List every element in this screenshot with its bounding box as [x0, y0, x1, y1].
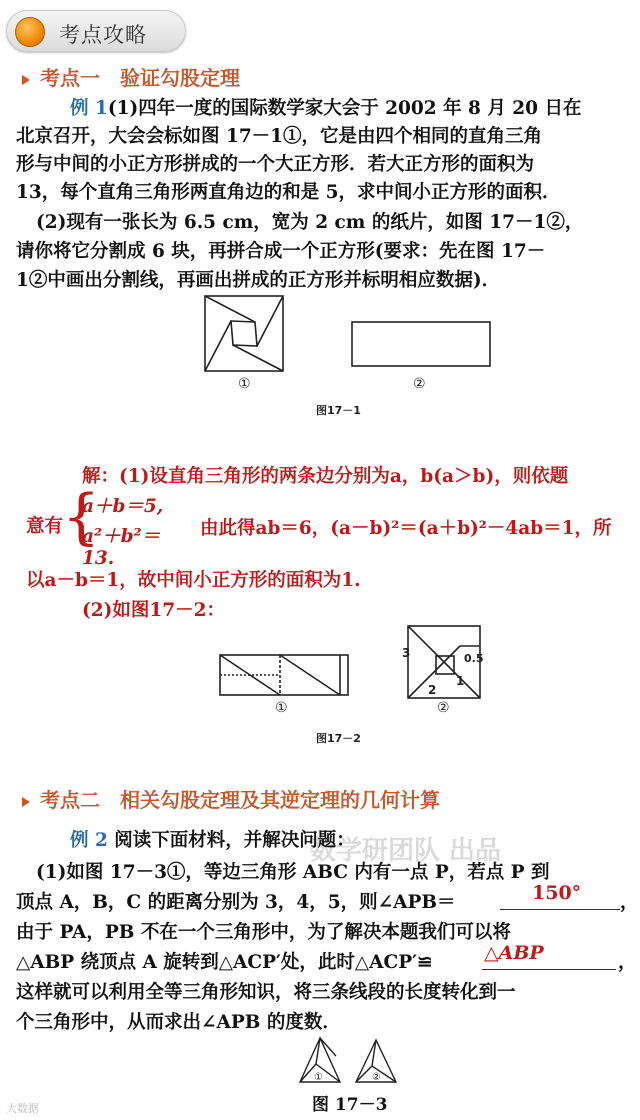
header-title: 考点攻略 — [59, 23, 147, 47]
example-2-line-4: 由于 PA，PB 不在一个三角形中，为了解决本题我们可以将 — [16, 922, 511, 943]
example-1-line-2: 北京召开，大会会标如图 17－1①，它是由四个相同的直角三角 — [16, 126, 543, 147]
figure-17-2-num-2: 2 — [428, 683, 437, 697]
example-2-line-3: 顶点 A，B，C 的距离分别为 3，4，5，则∠APB＝ — [16, 892, 456, 913]
footer-watermark: 大数据 — [6, 1102, 39, 1115]
example-1-line-1: 例 1(1)四年一度的国际数学家大会于 2002 年 8 月 20 日在 — [70, 98, 582, 119]
answer-2-text: △ABP — [484, 942, 544, 964]
example-1-line-3: 形与中间的小正方形拼成的一个大正方形．若大正方形的面积为 — [16, 154, 535, 175]
equation-system — [62, 482, 182, 569]
figure-17-1-caption: 图17－1 — [316, 404, 361, 417]
section-1-heading: 考点一 验证勾股定理 — [22, 62, 240, 91]
brace-icon: { — [62, 482, 101, 552]
figure-17-2-num-3: 3 — [402, 646, 411, 660]
example-2-line-1: 例 2 阅读下面材料，并解决问题： — [70, 830, 355, 851]
cut-rectangle-figure — [220, 655, 348, 695]
figure-17-2-num-0-5: 0.5 — [464, 652, 484, 665]
example-2-line-7: 个三角形中，从而求出∠APB 的度数． — [16, 1012, 341, 1033]
solution-line-4: (2)如图17－2： — [82, 600, 225, 621]
solution-line-2-suffix: 由此得ab＝6，(a－b)²＝(a＋b)²－4ab＝1，所 — [200, 518, 612, 539]
equation-1: a＋b＝5, — [82, 496, 164, 517]
example-1-line-4: 13，每个直角三角形两直角边的和是 5，求中间小正方形的面积． — [16, 182, 561, 203]
section-header-pill — [6, 10, 186, 52]
figure-17-2-label-1: ① — [275, 700, 288, 716]
figure-17-2-label-2: ② — [437, 700, 450, 716]
orange-bullet-icon — [15, 17, 45, 47]
figure-17-3 — [292, 1034, 402, 1090]
triangle-bullet-icon — [22, 797, 30, 807]
equation-2: a²＋b²＝13. — [82, 526, 161, 569]
solution-line-3: 以a－b＝1，故中间小正方形的面积为1. — [26, 570, 361, 591]
example-1-line-7: 1②中画出分割线，再画出拼成的正方形并标明相应数据)． — [16, 270, 501, 291]
pinwheel-square-figure — [205, 296, 283, 371]
solution-line-1: 解：(1)设直角三角形的两条边分别为a，b(a＞b)，则依题 — [82, 466, 569, 487]
example-1-line-6: 请你将它分割成 6 块，再拼合成一个正方形(要求：先在图 17－ — [16, 241, 546, 262]
example-2-line-2: (1)如图 17－3①，等边三角形 ABC 内有一点 P，若点 P 到 — [36, 862, 550, 883]
example-2-line-5: △ABP 绕顶点 A 旋转到△ACP′处，此时△ACP′≌ — [16, 952, 433, 973]
example-2-line-5-end: ， — [618, 952, 637, 973]
section-2-heading: 考点二 相关勾股定理及其逆定理的几何计算 — [22, 784, 440, 813]
example-2-line-3-end: ， — [620, 892, 639, 913]
figure-17-1-label-2: ② — [413, 376, 426, 392]
example-2-line-6: 这样就可以利用全等三角形知识，将三条线段的长度转化到一 — [16, 982, 516, 1003]
figure-17-1-label-1: ① — [238, 376, 251, 392]
solution-line-2-prefix: 意有 — [26, 516, 64, 537]
figure-17-2-num-1: 1 — [456, 674, 465, 688]
figure-17-3-label-1: ① — [314, 1072, 323, 1083]
figure-17-3-label-2: ② — [372, 1072, 381, 1083]
figure-17-2-caption: 图17－2 — [316, 732, 361, 745]
figure-17-3-caption: 图 17－3 — [312, 1095, 388, 1115]
figure-17-2 — [216, 622, 496, 712]
rectangle-paper-figure — [352, 322, 490, 366]
example-1-line-5: (2)现有一张长为 6.5 cm，宽为 2 cm 的纸片，如图 17－1②， — [36, 212, 584, 233]
triangle-bullet-icon — [22, 75, 30, 85]
watermark: 数学研团队 出品 — [310, 836, 502, 866]
answer-1-text: 150° — [532, 882, 582, 904]
